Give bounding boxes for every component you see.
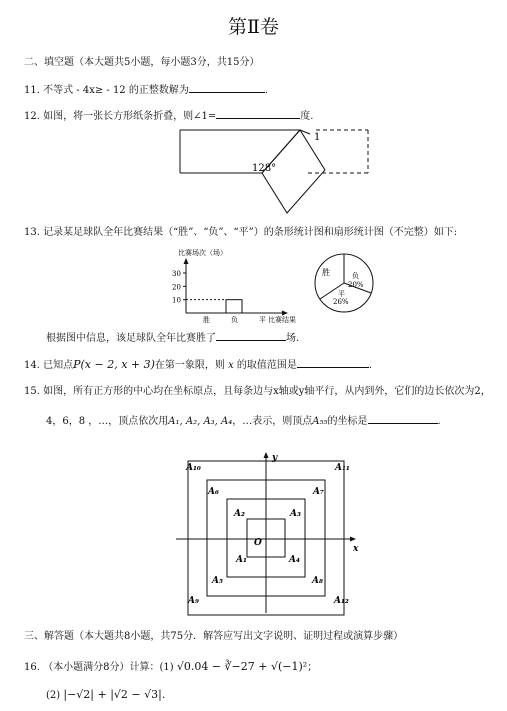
q16-semi: ； — [307, 662, 318, 673]
x-label: x — [353, 544, 359, 554]
q15-line2a: 4，6，8 ，…，顶点依次用 — [46, 416, 169, 427]
label-A7: A₇ — [313, 487, 324, 497]
label-A1: A₁ — [236, 555, 247, 565]
q11-end: . — [264, 85, 269, 96]
label-A2: A₂ — [234, 509, 245, 519]
q15-line2c: 的坐标是 — [327, 416, 368, 427]
question-16 — [24, 660, 317, 674]
label-A11: A₁₁ — [335, 463, 350, 473]
q12-text: 如图，将一张长方形纸条折叠，则∠1= — [43, 111, 217, 122]
pie-draw-pct: 26% — [333, 298, 349, 306]
y-arrow — [264, 452, 269, 458]
section-title: 第Ⅱ卷 — [228, 16, 279, 38]
bar-category-label: 胜 — [203, 316, 210, 324]
label-A10: A₁₀ — [186, 463, 201, 473]
q14-mid: 在第一象限，则 — [154, 360, 225, 371]
q13-line2-text: 根据图中信息，该足球队全年比赛胜了 — [46, 333, 216, 344]
q16-part2-label: (2) — [46, 690, 61, 701]
q14-var: x — [228, 360, 234, 371]
q15-number: 15. — [24, 386, 40, 397]
label-A8: A₈ — [312, 576, 323, 586]
pie-draw: 平 — [338, 290, 345, 298]
q16-expr1: √0.04 − ∛−27 + √(−1)² — [176, 660, 308, 673]
label-A6: A₆ — [208, 487, 219, 497]
pie-lose: 负 — [352, 272, 359, 280]
q14-point: P(x − 2, x + 3) — [73, 358, 155, 371]
q11-number: 11. — [24, 85, 40, 96]
q13-number: 13. — [24, 227, 40, 238]
q16-number: 16. — [24, 662, 40, 673]
section3-header: 三、解答题（本大题共8小题，共75分．解答应写出文字说明、证明过程或演算步骤） — [24, 631, 404, 642]
bar-xlabel: 比赛结果 — [268, 316, 296, 324]
q13-end: 场. — [286, 333, 300, 344]
q15-labels: A₁, A₂, A₃, A₄ — [168, 416, 233, 427]
q12-angle-1: 1 — [314, 132, 321, 143]
bar-category-label: 平 — [259, 316, 266, 324]
label-A4: A₄ — [289, 555, 300, 565]
origin-label: O — [254, 538, 262, 548]
q14-post: 的取值范围是 — [236, 360, 297, 371]
bar-ytick-label: 10 — [172, 296, 181, 305]
q16-expr2: |−√2| + |√2 − √3|. — [63, 688, 166, 701]
x-arrow — [350, 537, 356, 542]
pie-win: 胜 — [322, 268, 330, 277]
q15-line2b: ，…表示，则顶点 — [232, 416, 313, 427]
q14-end: . — [368, 360, 373, 371]
q13-text: 记录某足球队全年比赛结果（“胜”、“负”、“平”）的条形统计图和扇形统计图（不完整）如下: — [43, 227, 458, 238]
bar-ytick-label: 20 — [172, 283, 181, 292]
bar-ytick-label: 30 — [172, 270, 181, 278]
bar-ylabel: 比赛场次（场） — [178, 249, 227, 257]
bar-category-label: 负 — [231, 316, 238, 324]
section2-header: 二、填空题（本大题共5小题，每小题3分，共15分） — [24, 57, 260, 68]
y-label: y — [272, 453, 278, 463]
pie-lose-pct: 20% — [348, 281, 364, 289]
q12-number: 12. — [24, 111, 40, 122]
q15-end: . — [437, 416, 441, 427]
q16-text: （本小题满分8分）计算：(1) — [43, 662, 174, 673]
q14-pre: 已知点 — [43, 360, 74, 371]
q16-part2 — [46, 688, 165, 702]
label-A12: A₁₂ — [334, 596, 349, 606]
label-A9: A₉ — [188, 596, 199, 606]
q12-end: 度. — [300, 111, 314, 122]
q11-text: 不等式 - 4x≥ - 12 的正整数解为 — [43, 85, 189, 96]
q12-angle-128: 128° — [252, 163, 277, 174]
q15-line1: 如图，所有正方形的中心均在坐标原点，且每条边与x轴或y轴平行，从内到外，它们的边长依次为2， — [43, 386, 491, 397]
label-A5: A₅ — [212, 576, 223, 586]
label-A3: A₃ — [290, 509, 301, 519]
q15-target: A₅₅ — [312, 416, 328, 427]
q14-number: 14. — [24, 360, 40, 371]
